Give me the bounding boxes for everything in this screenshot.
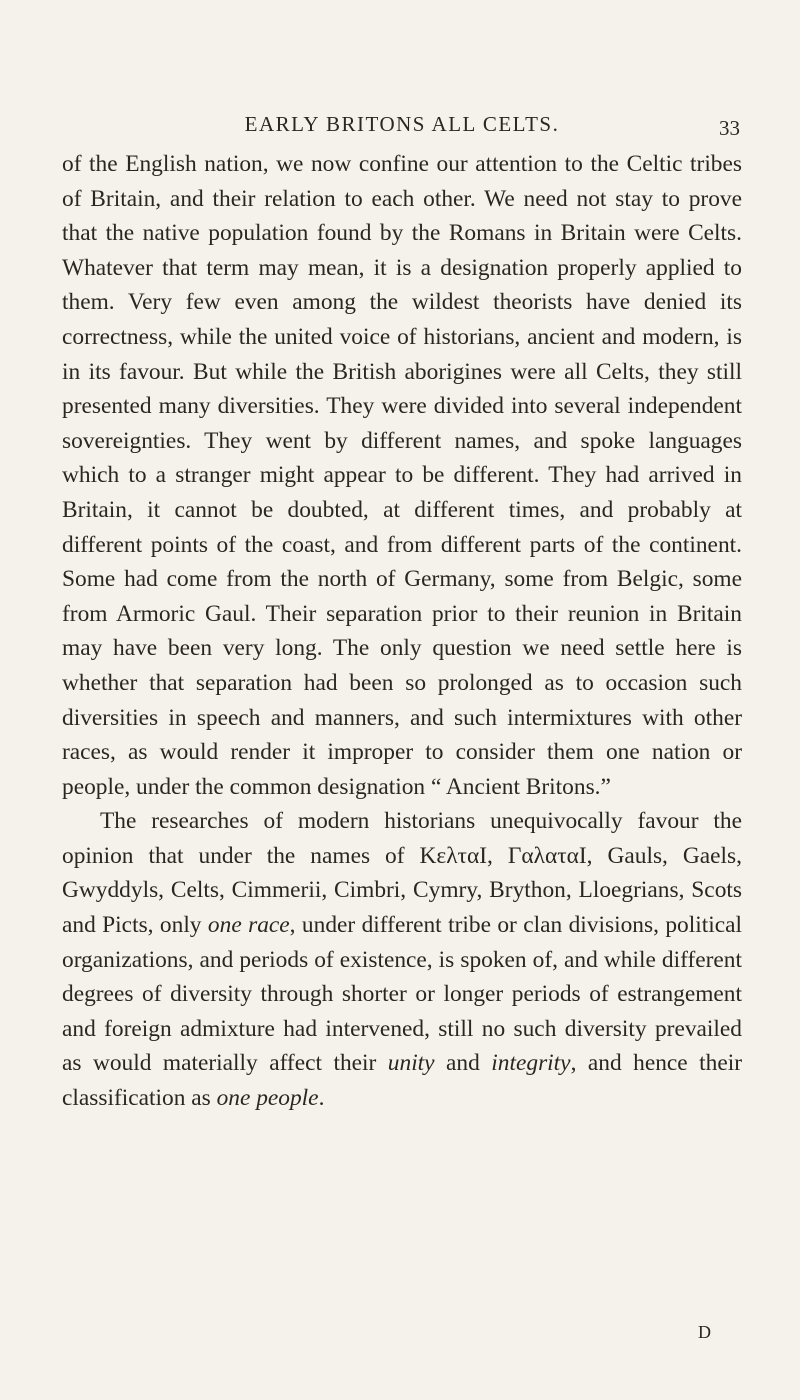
text-run: , under different tribe or clan divisions, political organizations, and periods of existence, is spoken of, and while different degrees of diversity through shorter or longer periods of estrangement and foreign admixture had intervened, still no such diversity prevailed as would materially affect their [62,912,742,1077]
body-text [62,147,742,1116]
italic-emphasis: unity [387,1050,435,1077]
signature-mark: D [698,1322,711,1342]
page-number: 33 [719,116,740,140]
text-run: and [434,1050,492,1077]
paragraph-researches [62,804,742,1115]
paragraph-continuation: of the English nation, we now confine our attention to the Celtic tribes of Britain, and their relation to each other. We need not stay to prove that the native population found by the Romans in Britain were Celts. Whatever that term may mean, it is a designation properly applied to them. Very few even among the wildest theorists have denied its correctness, while the united voice of historians, ancient and modern, is in its favour. But while the British aborigines were all Celts, they still presented many diversities. They were divided into several independent sovereignties. They went by different names, and spoke languages which to a stranger might appear to be different. They had arrived in Britain, it cannot be doubted, at different times, and probably at different points of the coast, and from different parts of the continent. Some had come from the north of Germany, some from Belgic, some from Armoric Gaul. Their separation prior to their reunion in Britain may have been very long. The only question we need settle here is whether that separation had been so prolonged as to occasion such diversities in speech and manners, and such intermixtures with other races, as would render it improper to consider them one nation or people, under the common designation “ Ancient Britons.” [62,151,742,800]
text-run: , and hence their classification as [62,1050,742,1112]
text-run: , Gauls, Gaels, Gwyddyls, Celts, Cimmerii, Cimbri, Cymry, Brython, Lloegrians, Scots and Picts, only [62,842,742,939]
running-title: EARLY BRITONS ALL CELTS. [244,112,560,136]
italic-emphasis: integrity [491,1050,571,1077]
text-run: , [487,842,508,869]
italic-emphasis: one people [216,1085,319,1112]
text-run: The researches of modern historians unequivocally favour the opinion that under the names of [62,808,742,869]
running-head [62,112,742,142]
italic-emphasis: one race [207,912,290,939]
greek-word-keltai: ΚελταΙ [419,842,487,869]
text-run: . [318,1085,325,1112]
greek-word-galatai: ΓαλαταΙ [507,842,587,869]
